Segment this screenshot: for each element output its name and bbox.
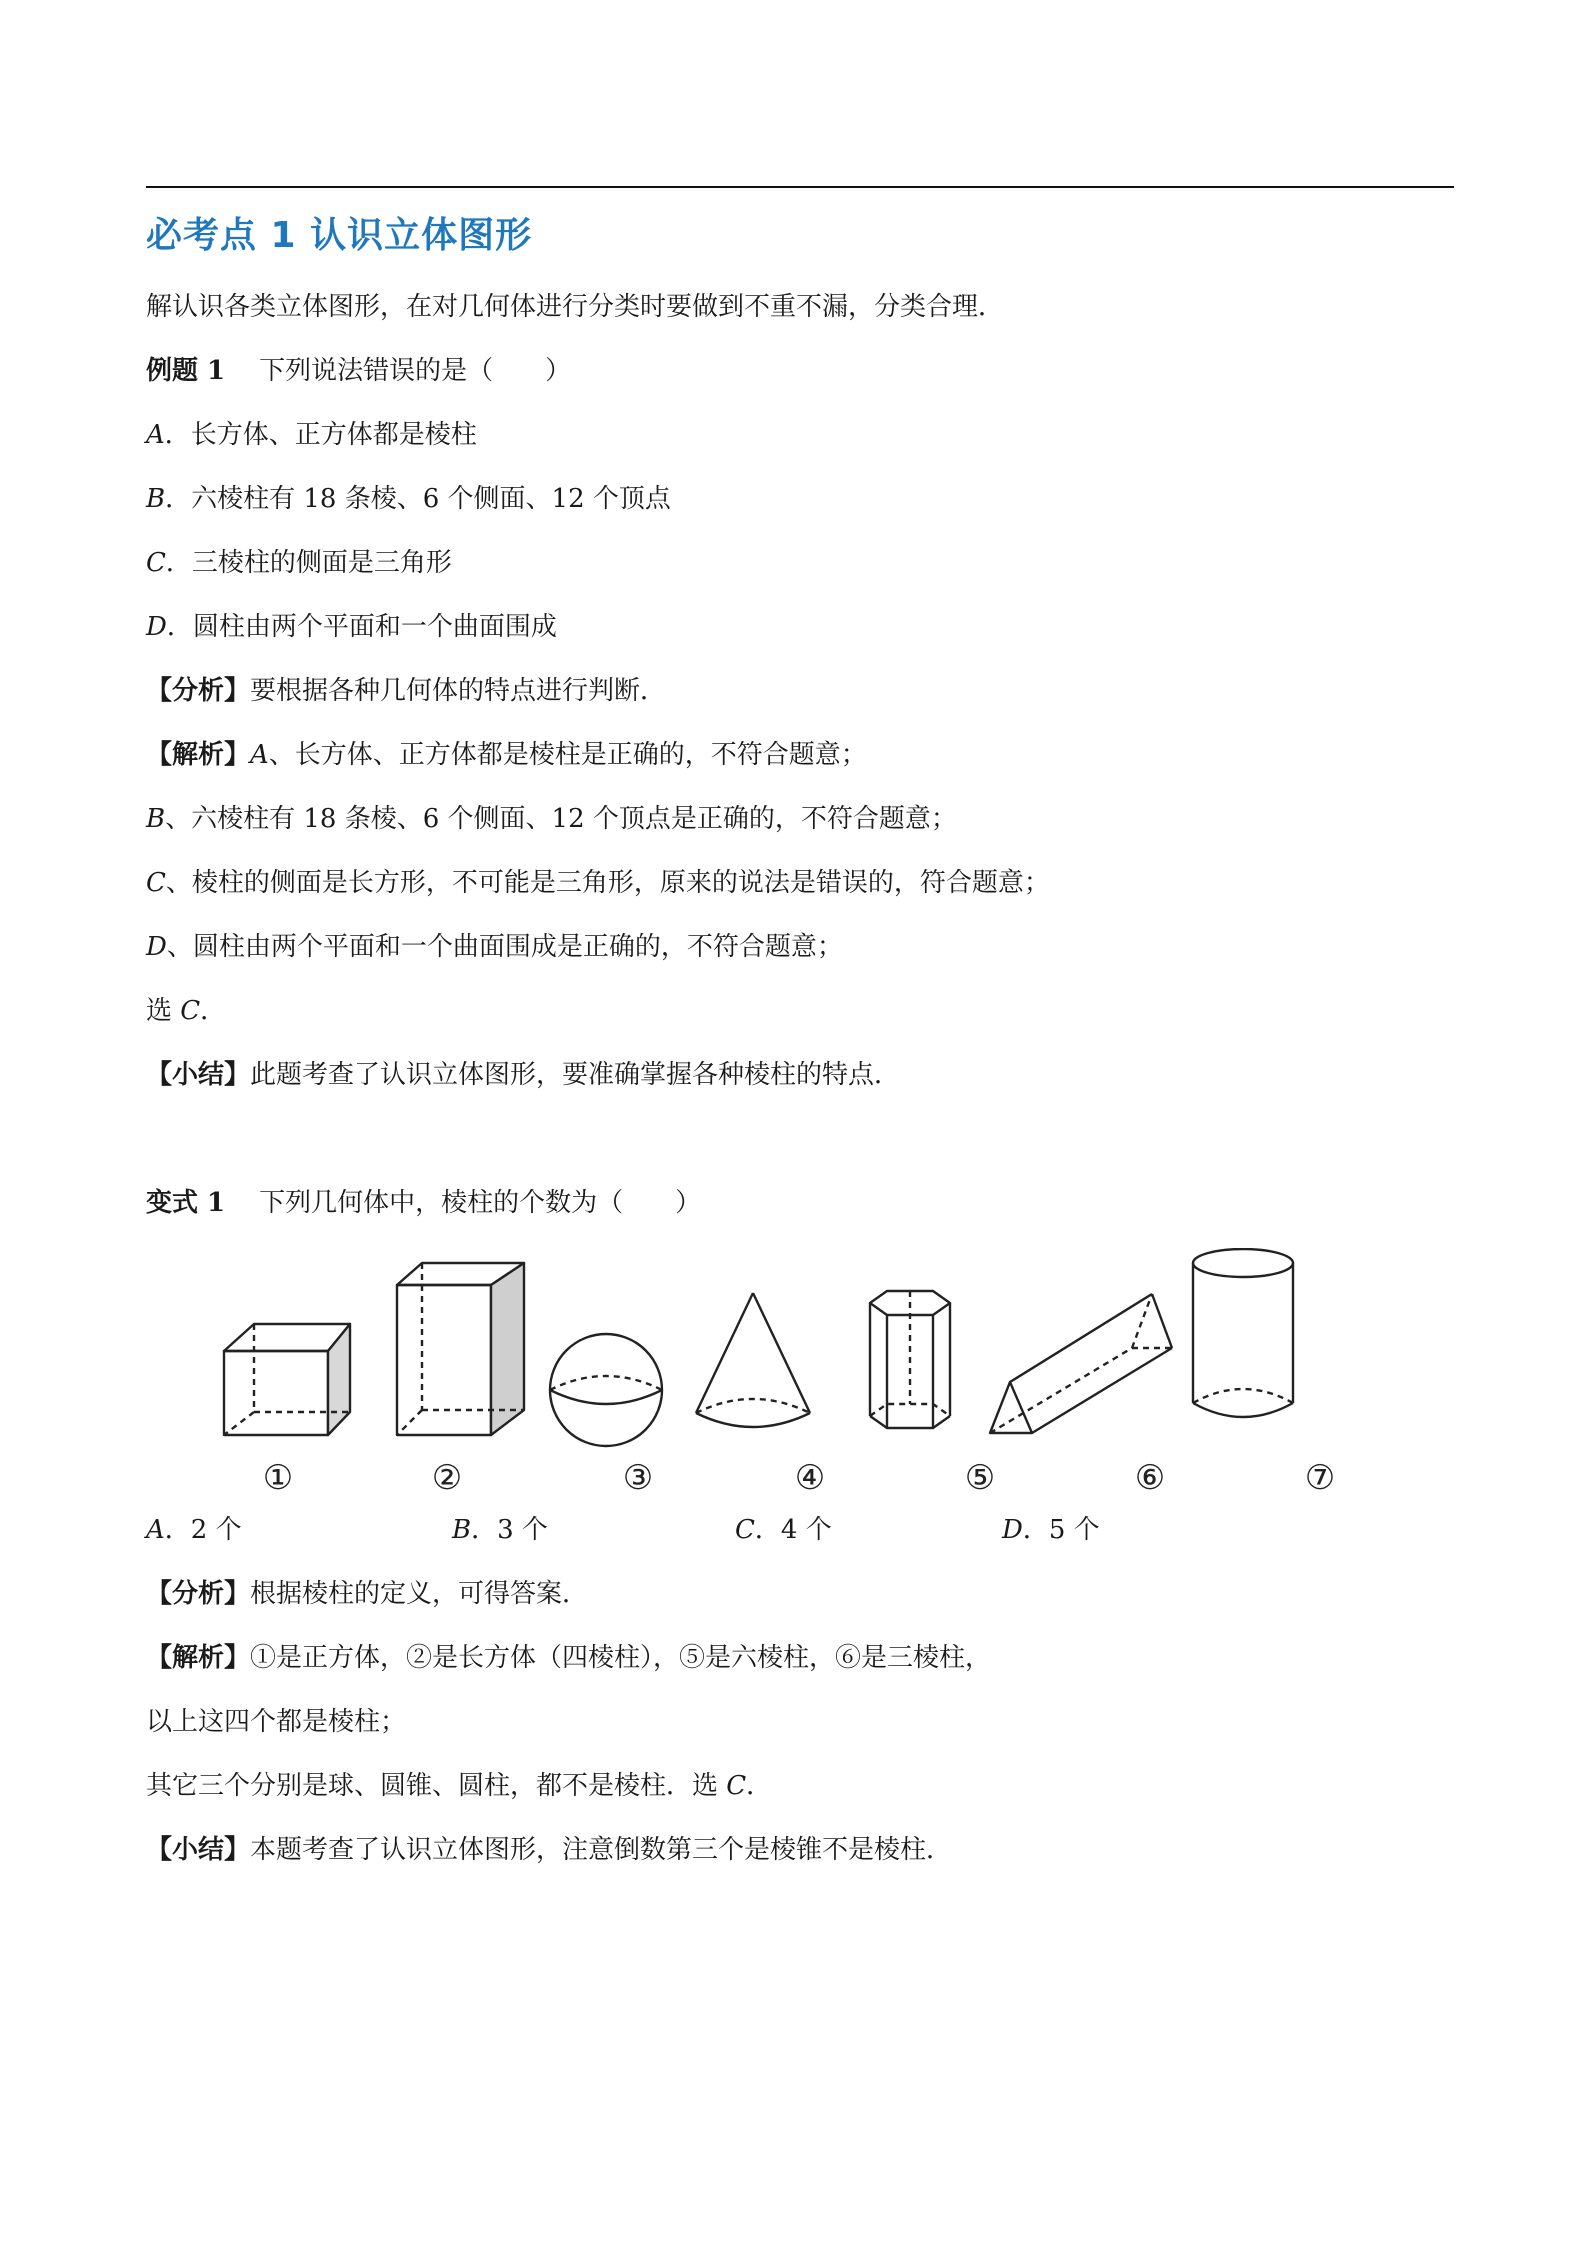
hexagonal-prism-shape bbox=[870, 1291, 950, 1428]
question-text: 下列几何体中，棱柱的个数为（ ） bbox=[259, 1188, 702, 1218]
figure-label-1: ① bbox=[262, 1458, 294, 1498]
answer-suffix: ． bbox=[200, 996, 227, 1026]
option-letter: B bbox=[452, 1515, 472, 1545]
solution-tag: 【解析】 bbox=[146, 740, 251, 770]
variant-solution-1 bbox=[146, 1641, 991, 1675]
solution-text: 、圆柱由两个平面和一个曲面围成是正确的，不符合题意； bbox=[166, 932, 843, 962]
solution-tag: 【解析】 bbox=[146, 1643, 251, 1673]
option-letter: C bbox=[735, 1515, 755, 1545]
example-1-label: 例题 1 bbox=[146, 356, 226, 386]
answer-letter: C bbox=[726, 1771, 747, 1801]
solution-text: 其它三个分别是球、圆锥、圆柱，都不是棱柱．选 bbox=[146, 1771, 727, 1801]
option-letter: B bbox=[146, 484, 166, 514]
option-c bbox=[146, 546, 452, 580]
cube-shape bbox=[224, 1324, 350, 1435]
analysis-tag: 【分析】 bbox=[146, 676, 251, 706]
analysis-tag: 【分析】 bbox=[146, 1579, 251, 1609]
triangular-prism-shape bbox=[990, 1294, 1172, 1433]
variant-option-a bbox=[146, 1513, 242, 1547]
variant-option-d bbox=[1002, 1513, 1100, 1547]
solution-line-a bbox=[146, 738, 867, 772]
solution-text: 、长方体、正方体都是棱柱是正确的，不符合题意； bbox=[268, 740, 867, 770]
analysis-text: 要根据各种几何体的特点进行判断． bbox=[250, 676, 667, 706]
summary-tag: 【小结】 bbox=[146, 1060, 251, 1090]
option-text: ．2 个 bbox=[164, 1515, 242, 1545]
question-text: 下列说法错误的是（ ） bbox=[259, 356, 572, 386]
summary bbox=[146, 1058, 900, 1092]
example-1-question bbox=[146, 354, 571, 388]
option-text: ．4 个 bbox=[754, 1515, 832, 1545]
figure-label-6: ⑥ bbox=[1134, 1458, 1166, 1498]
solution-text: ①是正方体，②是长方体（四棱柱），⑤是六棱柱，⑥是三棱柱， bbox=[250, 1643, 992, 1673]
answer-line bbox=[146, 994, 226, 1028]
option-text: ．3 个 bbox=[471, 1515, 548, 1545]
summary-text: 此题考查了认识立体图形，要准确掌握各种棱柱的特点． bbox=[250, 1060, 901, 1090]
variant-solution-3 bbox=[146, 1769, 772, 1803]
solution-text: 、六棱柱有 18 条棱、6 个侧面、12 个顶点是正确的，不符合题意； bbox=[165, 804, 957, 834]
option-text: ．圆柱由两个平面和一个曲面围成 bbox=[166, 612, 557, 642]
solution-line-b bbox=[146, 802, 957, 836]
variant-summary bbox=[146, 1833, 952, 1867]
cuboid-shape bbox=[397, 1263, 524, 1435]
figure-label-3: ③ bbox=[622, 1458, 654, 1498]
option-b bbox=[146, 482, 671, 516]
figure-label-5: ⑤ bbox=[964, 1458, 996, 1498]
variant-1-label: 变式 1 bbox=[146, 1188, 226, 1218]
option-a bbox=[146, 418, 477, 452]
option-text: ．六棱柱有 18 条棱、6 个侧面、12 个顶点 bbox=[165, 484, 671, 514]
variant-option-b bbox=[452, 1513, 548, 1547]
solution-letter: C bbox=[146, 868, 166, 898]
answer-suffix: ． bbox=[746, 1771, 773, 1801]
section-title: 必考点 1 认识立体图形 bbox=[146, 215, 533, 256]
answer-letter: C bbox=[180, 996, 201, 1026]
option-text: ．长方体、正方体都是棱柱 bbox=[164, 420, 477, 450]
solution-line-d bbox=[146, 930, 843, 964]
answer-prefix: 选 bbox=[146, 996, 181, 1026]
cylinder-shape bbox=[1193, 1249, 1293, 1417]
analysis-text: 根据棱柱的定义，可得答案． bbox=[250, 1579, 589, 1609]
solution-line-c bbox=[146, 866, 1050, 900]
solution-letter: D bbox=[146, 932, 167, 962]
option-letter: D bbox=[1002, 1515, 1023, 1545]
figure-label-2: ② bbox=[431, 1458, 463, 1498]
summary-tag: 【小结】 bbox=[146, 1835, 251, 1865]
variant-1-question bbox=[146, 1186, 701, 1220]
cone-shape bbox=[696, 1293, 810, 1427]
solution-letter: A bbox=[250, 740, 269, 770]
option-letter: C bbox=[146, 548, 166, 578]
intro-text: 解认识各类立体图形，在对几何体进行分类时要做到不重不漏，分类合理． bbox=[146, 292, 1005, 322]
option-d bbox=[146, 610, 557, 644]
option-letter: D bbox=[146, 612, 167, 642]
option-text: ．5 个 bbox=[1022, 1515, 1100, 1545]
variant-option-c bbox=[735, 1513, 832, 1547]
solution-letter: B bbox=[146, 804, 166, 834]
solution-text: 、棱柱的侧面是长方形，不可能是三角形，原来的说法是错误的，符合题意； bbox=[165, 868, 1050, 898]
header-rule bbox=[146, 186, 1454, 188]
solids-figure bbox=[210, 1248, 1400, 1498]
option-text: ．三棱柱的侧面是三角形 bbox=[165, 548, 452, 578]
figure-label-4: ④ bbox=[794, 1458, 826, 1498]
solids-svg bbox=[210, 1248, 1400, 1498]
summary-text: 本题考查了认识立体图形，注意倒数第三个是棱锥不是棱柱． bbox=[250, 1835, 953, 1865]
variant-solution-2: 以上这四个都是棱柱； bbox=[146, 1707, 407, 1737]
analysis bbox=[146, 674, 666, 708]
variant-analysis bbox=[146, 1577, 588, 1611]
option-letter: A bbox=[146, 1515, 165, 1545]
figure-label-7: ⑦ bbox=[1304, 1458, 1336, 1498]
option-letter: A bbox=[146, 420, 165, 450]
sphere-shape bbox=[550, 1334, 662, 1446]
